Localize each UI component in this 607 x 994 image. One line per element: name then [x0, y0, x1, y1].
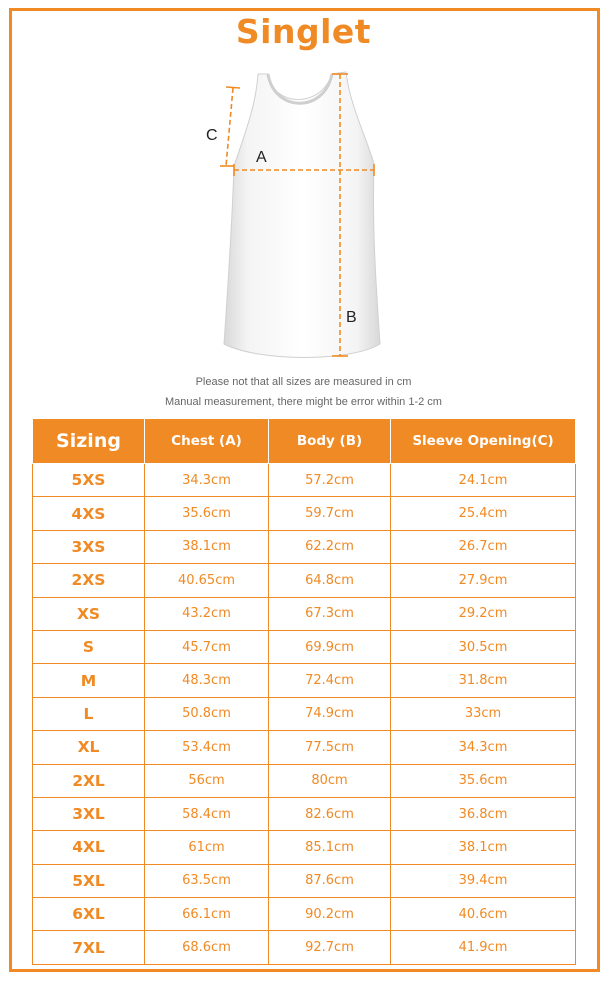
chest-cell: 66.1cm — [145, 898, 269, 931]
size-cell: 6XL — [33, 898, 145, 931]
size-chart-table — [32, 418, 576, 965]
table-row — [33, 464, 576, 497]
table-row — [33, 497, 576, 530]
size-cell: 4XS — [33, 497, 145, 530]
table-row — [33, 597, 576, 630]
sleeve-cell: 24.1cm — [391, 464, 576, 497]
chest-cell: 63.5cm — [145, 864, 269, 897]
header-chest: Chest (A) — [145, 419, 269, 464]
sleeve-cell: 35.6cm — [391, 764, 576, 797]
table-header-row — [33, 419, 576, 464]
chest-cell: 48.3cm — [145, 664, 269, 697]
size-cell: 2XL — [33, 764, 145, 797]
size-cell: L — [33, 697, 145, 730]
sleeve-cell: 39.4cm — [391, 864, 576, 897]
body-cell: 87.6cm — [269, 864, 391, 897]
body-cell: 67.3cm — [269, 597, 391, 630]
body-cell: 74.9cm — [269, 697, 391, 730]
table-row — [33, 831, 576, 864]
sleeve-cell: 30.5cm — [391, 630, 576, 663]
table-row — [33, 564, 576, 597]
table-row — [33, 697, 576, 730]
chest-cell: 34.3cm — [145, 464, 269, 497]
table-row — [33, 630, 576, 663]
sleeve-measure-line — [226, 88, 233, 166]
sleeve-cell: 38.1cm — [391, 831, 576, 864]
size-cell: XS — [33, 597, 145, 630]
body-cell: 92.7cm — [269, 931, 391, 964]
chest-cell: 40.65cm — [145, 564, 269, 597]
size-cell: 3XL — [33, 797, 145, 830]
table-row — [33, 731, 576, 764]
size-cell: 5XS — [33, 464, 145, 497]
sleeve-cell: 33cm — [391, 697, 576, 730]
size-cell: 2XS — [33, 564, 145, 597]
body-cell: 64.8cm — [269, 564, 391, 597]
sleeve-cell: 27.9cm — [391, 564, 576, 597]
size-cell: 5XL — [33, 864, 145, 897]
sleeve-cell: 34.3cm — [391, 731, 576, 764]
label-b: B — [346, 309, 357, 326]
body-cell: 77.5cm — [269, 731, 391, 764]
label-a: A — [256, 149, 267, 166]
table-row — [33, 797, 576, 830]
body-cell: 62.2cm — [269, 530, 391, 563]
size-cell: 7XL — [33, 931, 145, 964]
chest-cell: 50.8cm — [145, 697, 269, 730]
body-cell: 90.2cm — [269, 898, 391, 931]
table-row — [33, 664, 576, 697]
table-row — [33, 864, 576, 897]
body-cell: 57.2cm — [269, 464, 391, 497]
table-row — [33, 764, 576, 797]
sleeve-cell: 29.2cm — [391, 597, 576, 630]
size-cell: S — [33, 630, 145, 663]
body-cell: 69.9cm — [269, 630, 391, 663]
sleeve-cell: 41.9cm — [391, 931, 576, 964]
body-cell: 80cm — [269, 764, 391, 797]
chest-cell: 35.6cm — [145, 497, 269, 530]
body-cell: 85.1cm — [269, 831, 391, 864]
size-cell: 4XL — [33, 831, 145, 864]
page-title: Singlet — [235, 12, 372, 51]
table-row — [33, 931, 576, 964]
table-row — [33, 530, 576, 563]
body-cell: 82.6cm — [269, 797, 391, 830]
body-cell: 72.4cm — [269, 664, 391, 697]
chest-cell: 53.4cm — [145, 731, 269, 764]
singlet-diagram — [200, 66, 400, 366]
header-sleeve: Sleeve Opening(C) — [391, 419, 576, 464]
sleeve-cell: 40.6cm — [391, 898, 576, 931]
size-cell: XL — [33, 731, 145, 764]
chest-cell: 61cm — [145, 831, 269, 864]
sleeve-cell: 36.8cm — [391, 797, 576, 830]
chest-cell: 68.6cm — [145, 931, 269, 964]
sleeve-cell: 31.8cm — [391, 664, 576, 697]
table-row — [33, 898, 576, 931]
body-cell: 59.7cm — [269, 497, 391, 530]
size-cell: 3XS — [33, 530, 145, 563]
chest-cell: 58.4cm — [145, 797, 269, 830]
sleeve-tick-top — [226, 87, 240, 88]
sleeve-cell: 26.7cm — [391, 530, 576, 563]
chest-cell: 56cm — [145, 764, 269, 797]
header-body: Body (B) — [269, 419, 391, 464]
error-note: Manual measurement, there might be error within 1-2 cm — [165, 396, 442, 408]
chest-cell: 38.1cm — [145, 530, 269, 563]
size-cell: M — [33, 664, 145, 697]
chest-cell: 43.2cm — [145, 597, 269, 630]
label-c: C — [206, 127, 218, 144]
sleeve-cell: 25.4cm — [391, 497, 576, 530]
header-sizing: Sizing — [33, 419, 145, 464]
measurement-note: Please not that all sizes are measured in cm — [195, 376, 412, 388]
chest-cell: 45.7cm — [145, 630, 269, 663]
